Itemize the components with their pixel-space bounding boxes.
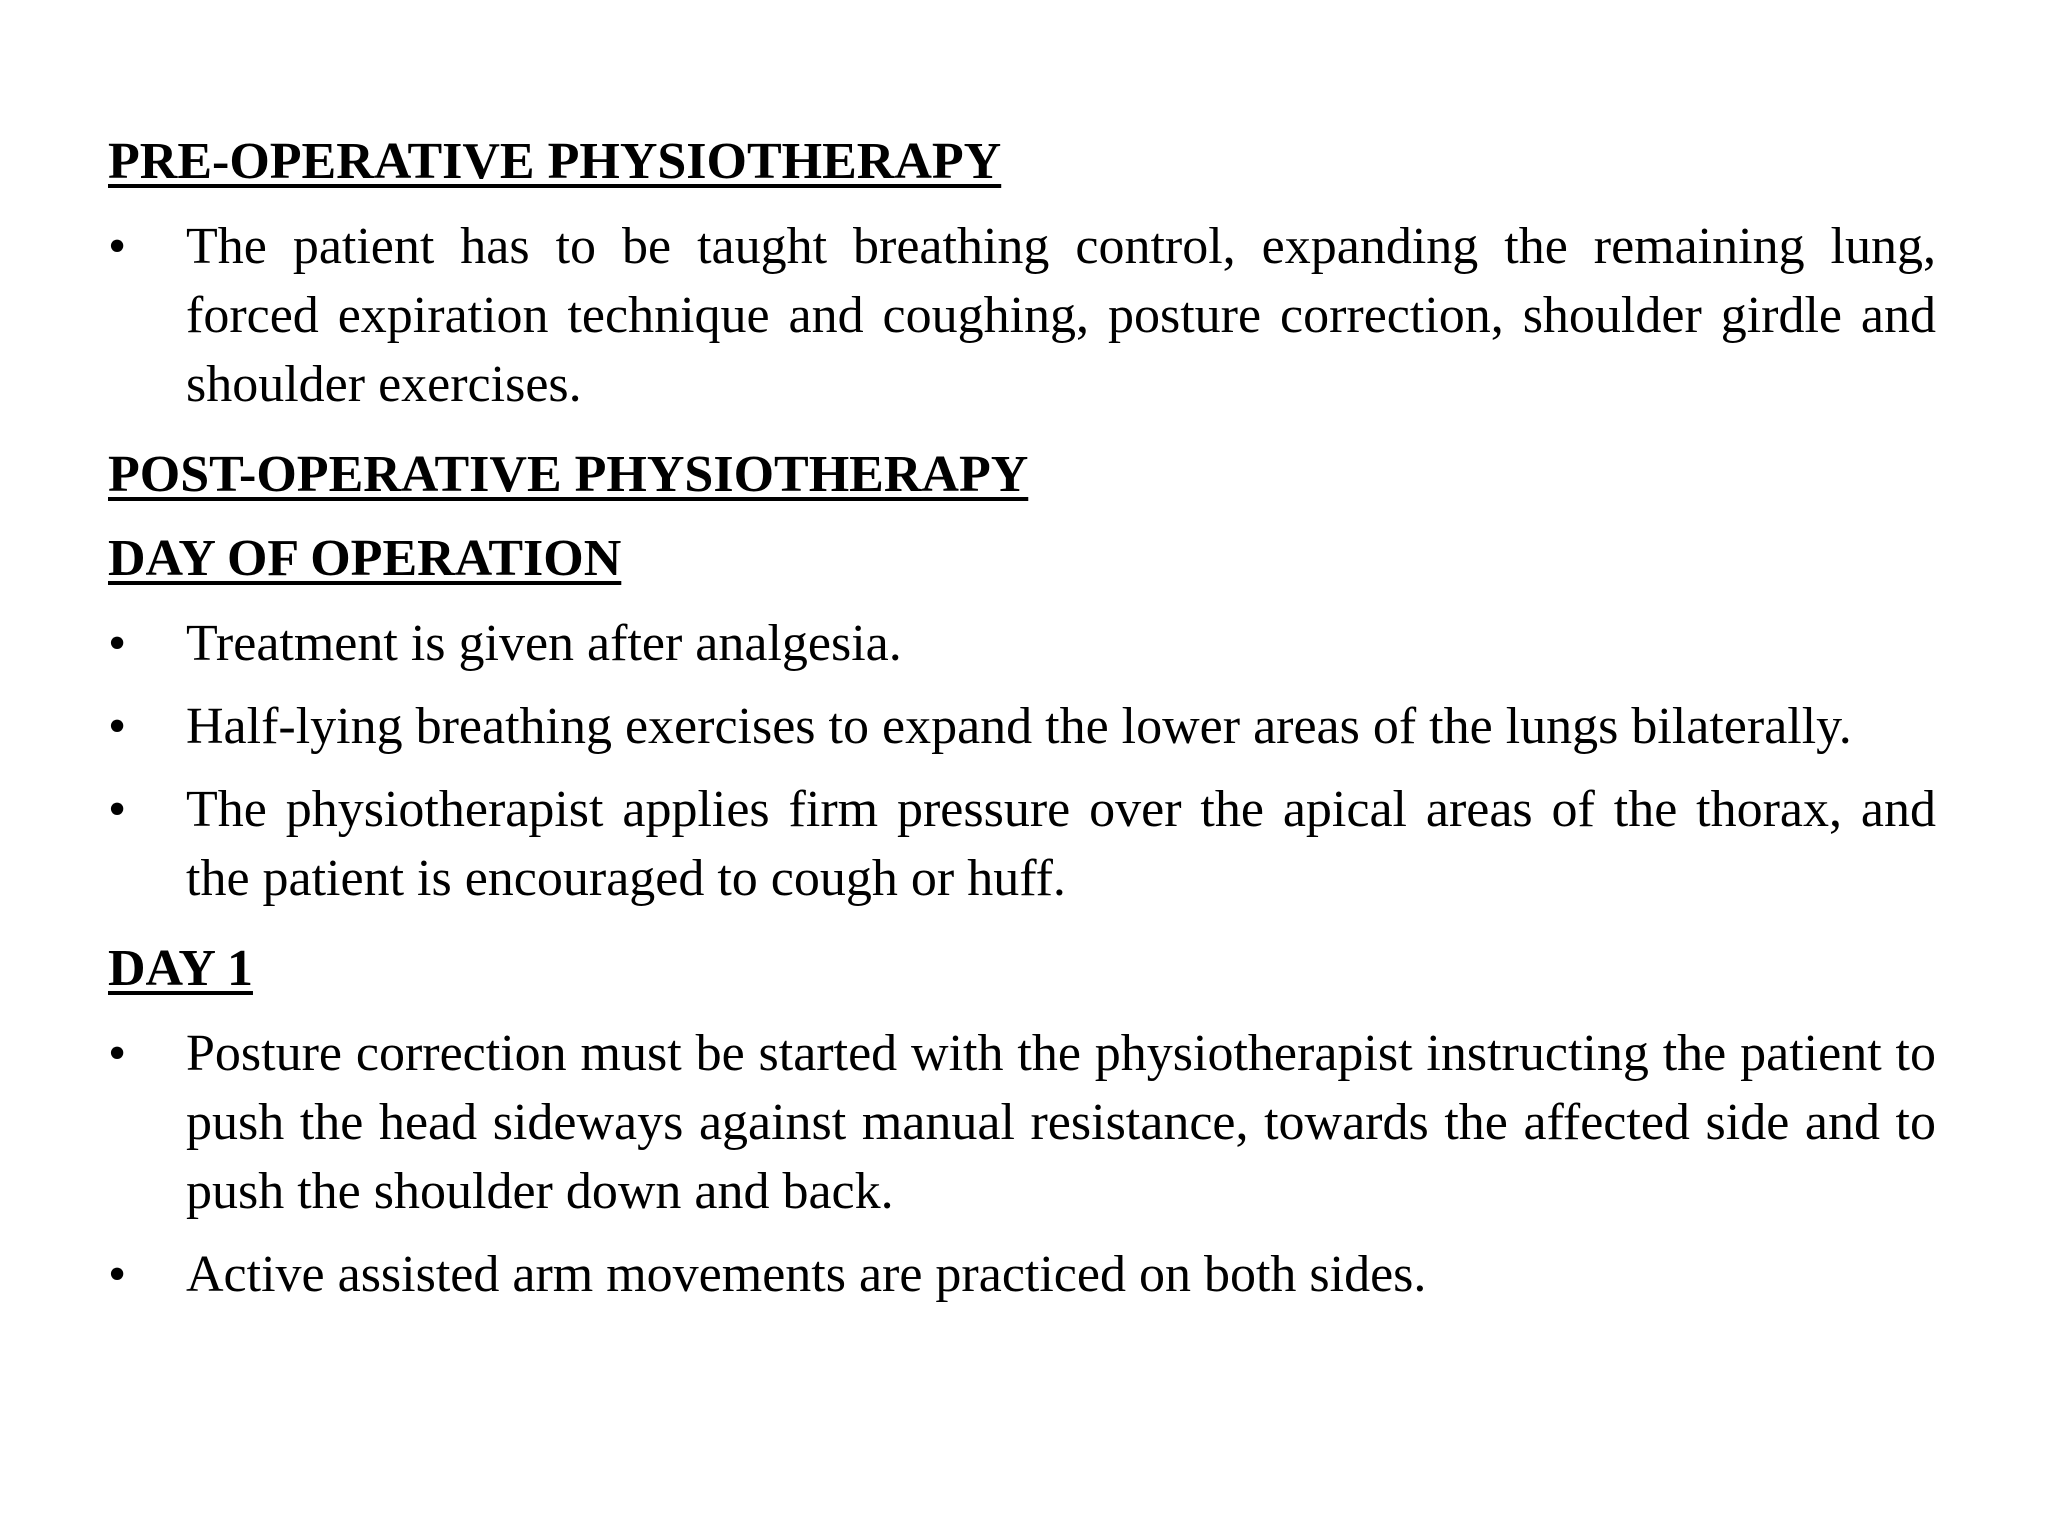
bullet-item	[108, 609, 1936, 678]
bullet-icon: •	[108, 1025, 127, 1082]
bullet-text: Treatment is given after analgesia.	[186, 615, 902, 672]
bullet-text: Active assisted arm movements are practiced on both sides.	[186, 1246, 1427, 1303]
bullet-item	[108, 1019, 1936, 1226]
section-heading-post-operative: POST-OPERATIVE PHYSIOTHERAPY	[108, 446, 1029, 503]
bullet-list-day-1	[108, 1019, 1936, 1309]
bullet-item	[108, 692, 1936, 761]
bullet-item	[108, 1240, 1936, 1309]
bullet-icon: •	[108, 698, 127, 755]
bullet-list-pre-operative	[108, 212, 1936, 419]
bullet-icon: •	[108, 1246, 127, 1303]
bullet-icon: •	[108, 218, 127, 275]
bullet-text: Posture correction must be started with the physiotherapist instructing the patient to push the head sideways against manual resistance, towards the affected side and to push the shoulder down and back.	[186, 1025, 1936, 1220]
bullet-icon: •	[108, 781, 127, 838]
bullet-item	[108, 775, 1936, 913]
bullet-item	[108, 212, 1936, 419]
bullet-icon: •	[108, 615, 127, 672]
section-heading-day-1: DAY 1	[108, 940, 253, 997]
slide-content	[108, 120, 1936, 1323]
bullet-list-day-of-operation	[108, 609, 1936, 913]
bullet-text: The physiotherapist applies firm pressure over the apical areas of the thorax, and the patient is encouraged to cough or huff.	[186, 781, 1936, 907]
bullet-text: Half-lying breathing exercises to expand the lower areas of the lungs bilaterally.	[186, 698, 1852, 755]
bullet-text: The patient has to be taught breathing control, expanding the remaining lung, forced expiration technique and coughing, posture correction, shoulder girdle and shoulder exercises.	[186, 218, 1936, 413]
section-heading-pre-operative: PRE-OPERATIVE PHYSIOTHERAPY	[108, 133, 1002, 190]
section-heading-day-of-operation: DAY OF OPERATION	[108, 530, 622, 587]
